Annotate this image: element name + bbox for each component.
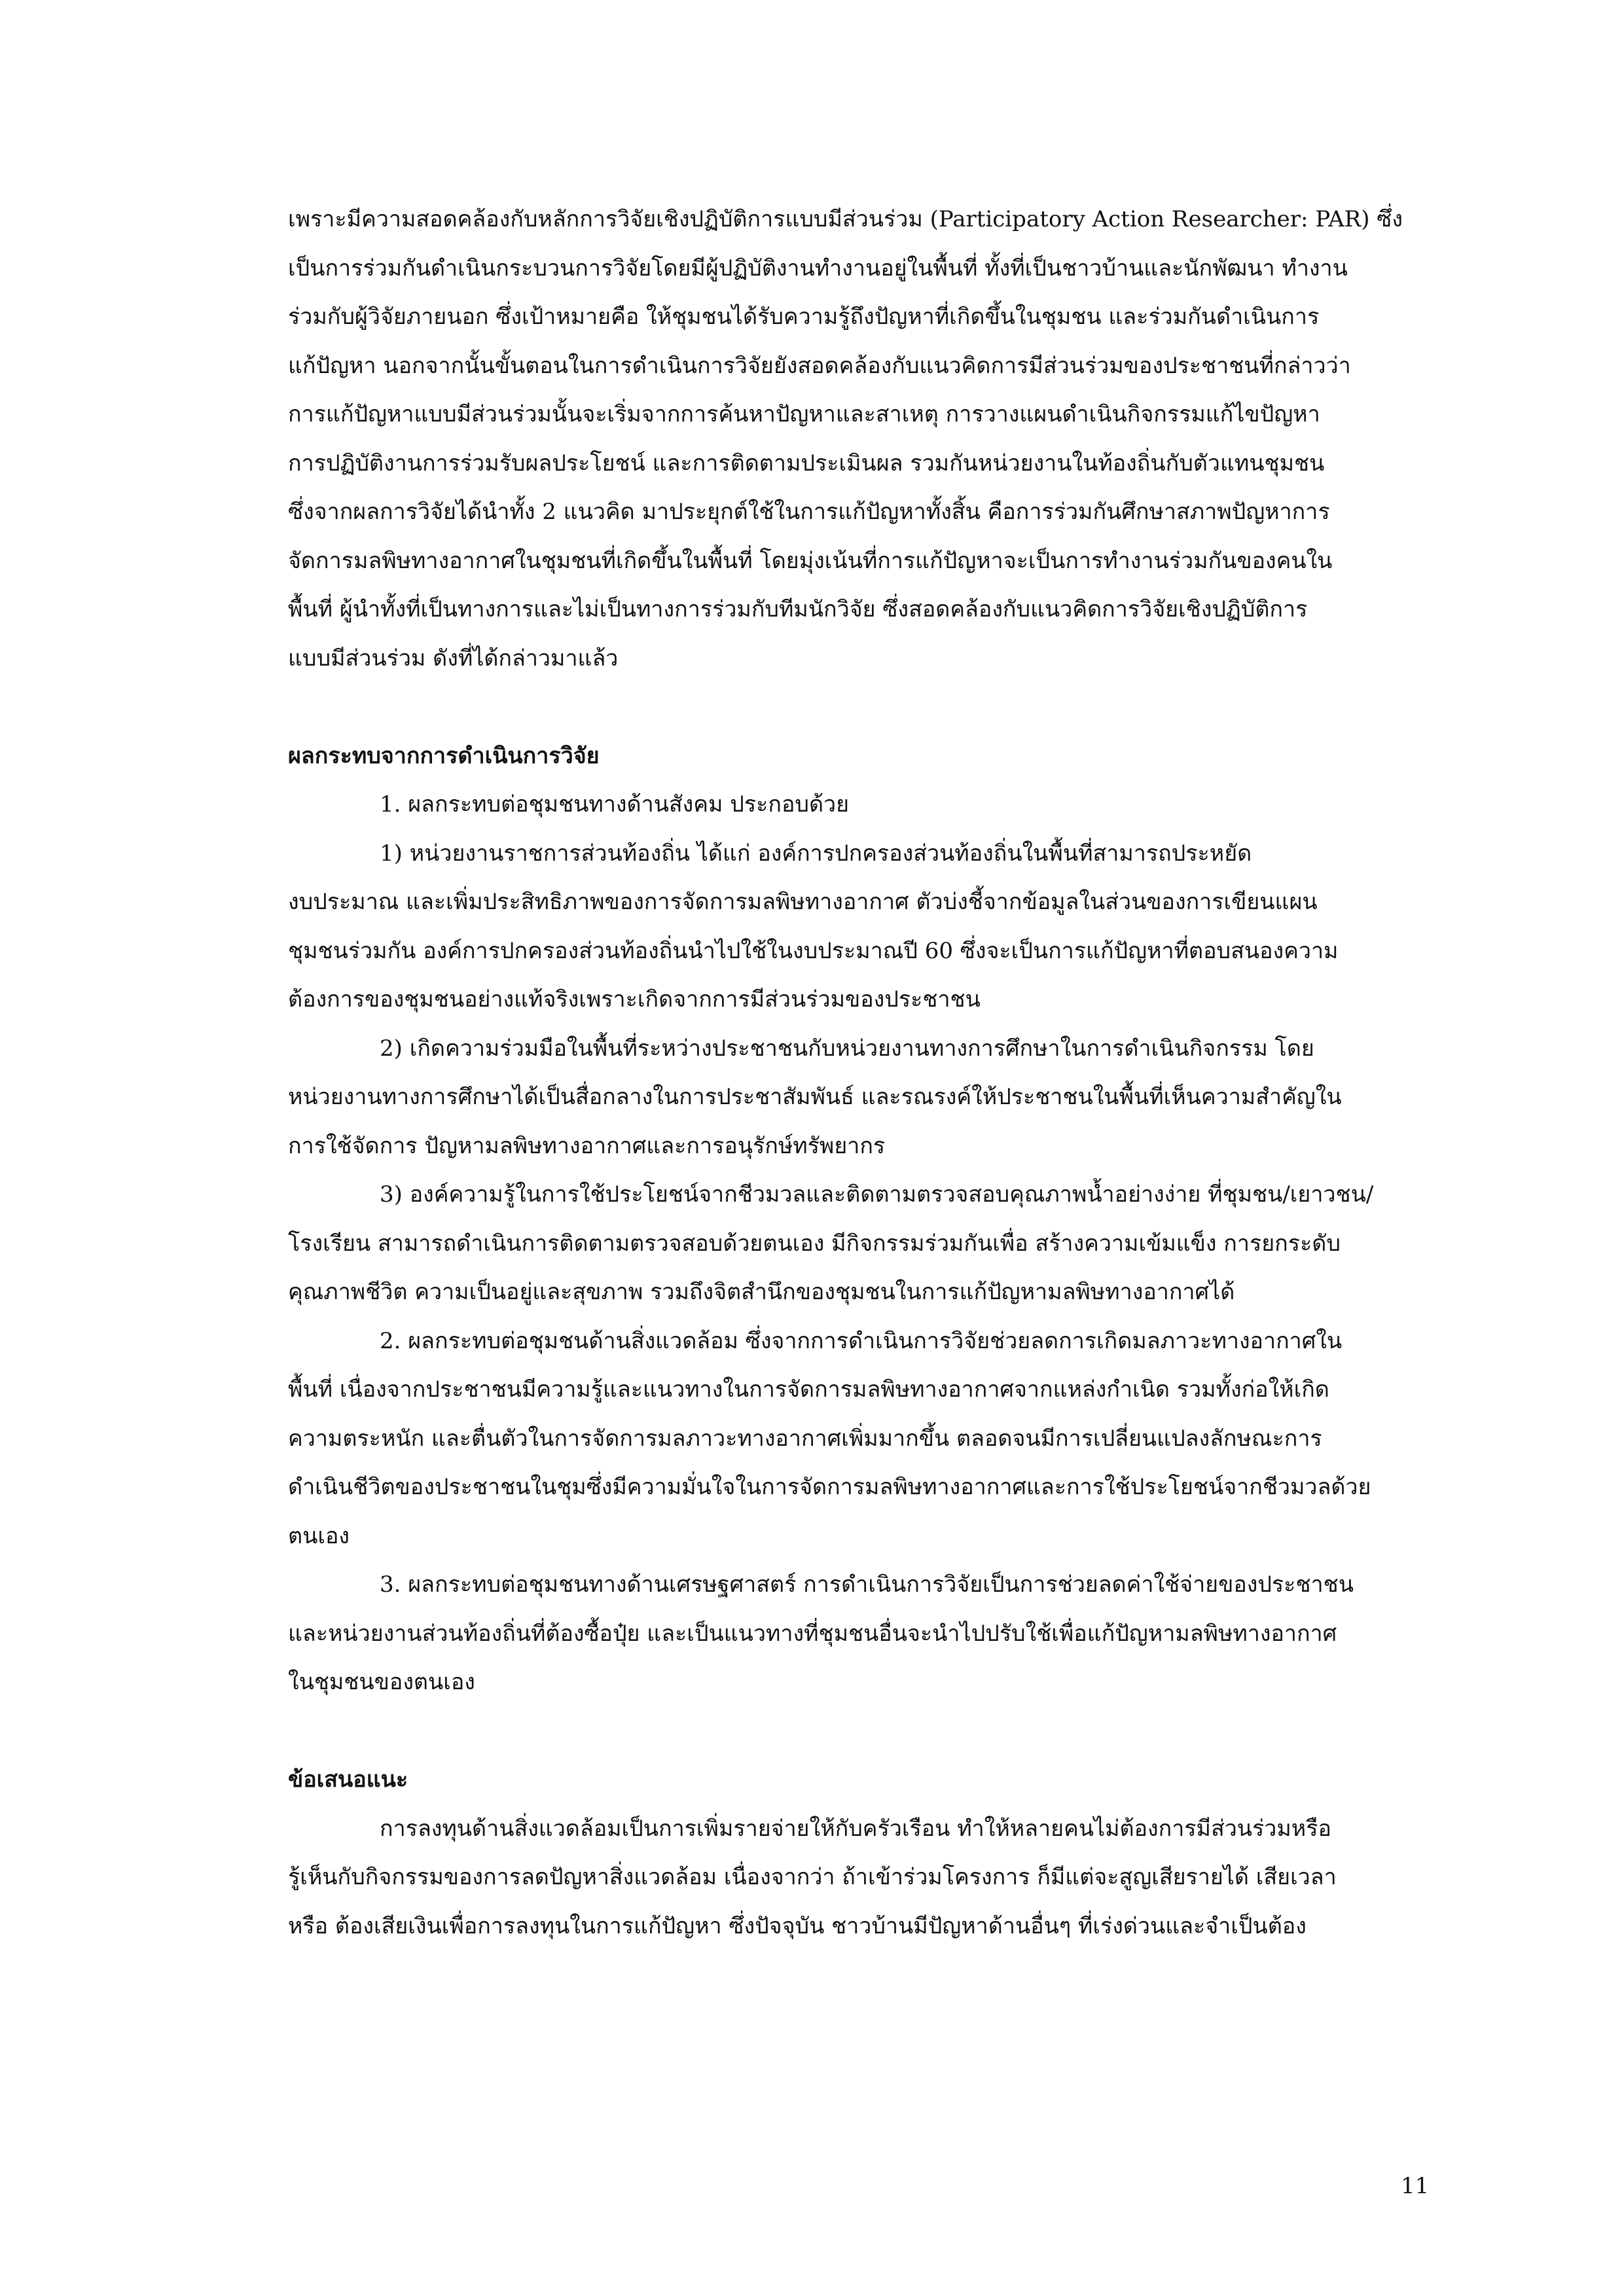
- impact-heading: ผลกระทบจากการดำเนินการวิจัย: [288, 742, 600, 769]
- intro-paragraph: [288, 195, 1432, 683]
- section-spacer: [288, 1707, 1432, 1756]
- impact-sub-1-line: 1) หน่วยงานราชการส่วนท้องถิ่น ได้แก่ องค์การปกครองส่วนท้องถิ่นในพื้นที่สามารถประหยัด: [380, 840, 1252, 867]
- recommendation-section: [288, 1755, 1432, 1950]
- paragraph-line: จัดการมลพิษทางอากาศในชุมชนที่เกิดขึ้นในพื้นที่ โดยมุ่งเน้นที่การแก้ปัญหาจะเป็นการทำงานร่วมกันของคนใน: [288, 547, 1333, 574]
- paragraph-line: การแก้ปัญหาแบบมีส่วนร่วมนั้นจะเริ่มจากการค้นหาปัญหาและสาเหตุ การวางแผนดำเนินกิจกรรมแก้ไขปัญหา: [288, 401, 1320, 427]
- impact-sub-2-line: การใช้จัดการ ปัญหามลพิษทางอากาศและการอนุรักษ์ทรัพยากร: [288, 1132, 886, 1159]
- recommendation-line: หรือ ต้องเสียเงินเพื่อการลงทุนในการแก้ปัญหา ซึ่งปัจจุบัน ชาวบ้านมีปัญหาด้านอื่นๆ ที่เร่งด่วนและจำเป็นต้อง: [288, 1912, 1307, 1939]
- impact-item-2-line: ตนเอง: [288, 1522, 350, 1549]
- impact-sub-1-line: ชุมชนร่วมกัน องค์การปกครองส่วนท้องถิ่นนำไปใช้ในงบประมาณปี 60 ซึ่งจะเป็นการแก้ปัญหาที่ตอบสนองความ: [288, 937, 1339, 964]
- paragraph-line: ซึ่งจากผลการวิจัยได้นำทั้ง 2 แนวคิด มาประยุกต์ใช้ในการแก้ปัญหาทั้งสิ้น คือการร่วมกันศึกษาสภาพปัญหาการ: [288, 499, 1330, 525]
- paragraph-line: เพราะมีความสอดคล้องกับหลักการวิจัยเชิงปฏิบัติการแบบมีส่วนร่วม (Participatory Action Researcher: PAR) ซึ่ง: [288, 206, 1403, 232]
- impact-item-2-line: ดำเนินชีวิตของประชาชนในชุมซึ่งมีความมั่นใจในการจัดการมลพิษทางอากาศและการใช้ประโยชน์จากชีวมวลด้วย: [288, 1474, 1371, 1500]
- impact-item-3-line: ในชุมชนของตนเอง: [288, 1669, 475, 1695]
- impact-item-1-title: 1. ผลกระทบต่อชุมชนทางด้านสังคม ประกอบด้วย: [380, 791, 850, 817]
- impact-item-2-line: 2. ผลกระทบต่อชุมชนด้านสิ่งแวดล้อม ซึ่งจากการดำเนินการวิจัยช่วยลดการเกิดมลภาวะทางอากาศใน: [380, 1327, 1343, 1354]
- impact-sub-3-line: 3) องค์ความรู้ในการใช้ประโยชน์จากชีวมวลและติดตามตรวจสอบคุณภาพน้ำอย่างง่าย ที่ชุมชน/เยาวชน/: [380, 1181, 1374, 1208]
- impact-sub-2-line: 2) เกิดความร่วมมือในพื้นที่ระหว่างประชาชนกับหน่วยงานทางการศึกษาในการดำเนินกิจกรรม โดย: [380, 1035, 1314, 1062]
- paragraph-line: เป็นการร่วมกันดำเนินกระบวนการวิจัยโดยมีผู้ปฏิบัติงานทำงานอยู่ในพื้นที่ ทั้งที่เป็นชาวบ้านและนักพัฒนา ทำงาน: [288, 255, 1348, 281]
- impact-item-2-line: พื้นที่ เนื่องจากประชาชนมีความรู้และแนวทางในการจัดการมลพิษทางอากาศจากแหล่งกำเนิด รวมทั้งก่อให้เกิด: [288, 1376, 1329, 1403]
- recommendation-line: การลงทุนด้านสิ่งแวดล้อมเป็นการเพิ่มรายจ่ายให้กับครัวเรือน ทำให้หลายคนไม่ต้องการมีส่วนร่วมหรือ: [380, 1815, 1331, 1842]
- paragraph-line: ร่วมกับผู้วิจัยภายนอก ซึ่งเป้าหมายคือ ให้ชุมชนได้รับความรู้ถึงปัญหาที่เกิดขึ้นในชุมชน และร่วมกันดำเนินการ: [288, 304, 1320, 330]
- section-spacer: [288, 683, 1432, 732]
- paragraph-line: พื้นที่ ผู้นำทั้งที่เป็นทางการและไม่เป็นทางการร่วมกับทีมนักวิจัย ซึ่งสอดคล้องกับแนวคิดการวิจัยเชิงปฏิบัติการ: [288, 596, 1308, 622]
- impact-item-3-line: 3. ผลกระทบต่อชุมชนทางด้านเศรษฐศาสตร์ การดำเนินการวิจัยเป็นการช่วยลดค่าใช้จ่ายของประชาชน: [380, 1571, 1354, 1598]
- recommendation-heading: ข้อเสนอแนะ: [288, 1767, 408, 1793]
- page-number: 11: [1401, 2173, 1430, 2199]
- paragraph-line: แบบมีส่วนร่วม ดังที่ได้กล่าวมาแล้ว: [288, 645, 619, 672]
- page-body: [288, 195, 1432, 1950]
- impact-sub-3-line: คุณภาพชีวิต ความเป็นอยู่และสุขภาพ รวมถึงจิตสำนึกของชุมชนในการแก้ปัญหามลพิษทางอากาศได้: [288, 1279, 1235, 1305]
- paragraph-line: การปฏิบัติงานการร่วมรับผลประโยชน์ และการติดตามประเมินผล รวมกันหน่วยงานในท้องถิ่นกับตัวแทนชุมชน: [288, 450, 1325, 476]
- impact-sub-3-line: โรงเรียน สามารถดำเนินการติดตามตรวจสอบด้วยตนเอง มีกิจกรรมร่วมกันเพื่อ สร้างความเข้มแข็ง การยกระดับ: [288, 1230, 1341, 1257]
- impact-item-3-line: และหน่วยงานส่วนท้องถิ่นที่ต้องซื้อปุ๋ย และเป็นแนวทางที่ชุมชนอื่นจะนำไปปรับใช้เพื่อแก้ปัญหามลพิษทางอากาศ: [288, 1620, 1337, 1647]
- impact-sub-1-line: ต้องการของชุมชนอย่างแท้จริงเพราะเกิดจากการมีส่วนร่วมของประชาชน: [288, 986, 981, 1013]
- impact-item-2-line: ความตระหนัก และตื่นตัวในการจัดการมลภาวะทางอากาศเพิ่มมากขึ้น ตลอดจนมีการเปลี่ยนแปลงลักษณะการ: [288, 1425, 1322, 1452]
- paragraph-line: แก้ปัญหา นอกจากนั้นขั้นตอนในการดำเนินการวิจัยยังสอดคล้องกับแนวคิดการมีส่วนร่วมของประชาชนที่กล่าวว่า: [288, 352, 1351, 379]
- recommendation-line: รู้เห็นกับกิจกรรมของการลดปัญหาสิ่งแวดล้อม เนื่องจากว่า ถ้าเข้าร่วมโครงการ ก็มีแต่จะสูญเสียรายได้ เสียเวลา: [288, 1864, 1337, 1890]
- impact-sub-1-line: งบประมาณ และเพิ่มประสิทธิภาพของการจัดการมลพิษทางอากาศ ตัวบ่งชี้จากข้อมูลในส่วนของการเขียนแผน: [288, 889, 1318, 915]
- impact-sub-2-line: หน่วยงานทางการศึกษาได้เป็นสื่อกลางในการประชาสัมพันธ์ และรณรงค์ให้ประชาชนในพื้นที่เห็นความสำคัญใน: [288, 1084, 1342, 1110]
- impact-section: [288, 732, 1432, 1707]
